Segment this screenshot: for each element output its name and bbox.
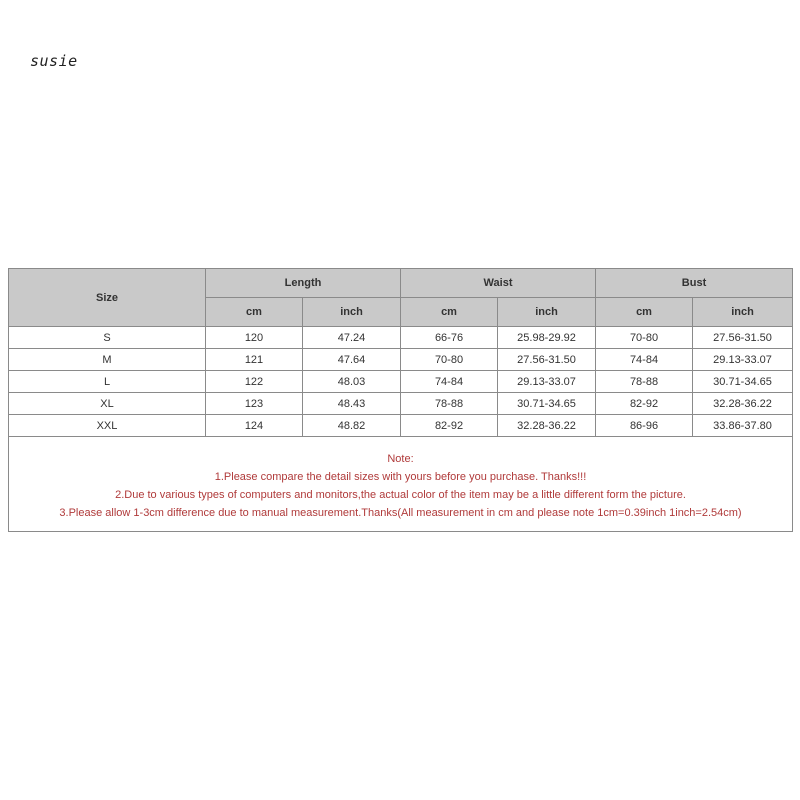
table-cell: 82-92 [596,393,693,415]
table-row [9,393,793,415]
notes-cell [9,437,793,532]
unit-header: inch [303,298,401,327]
table-cell: 32.28-36.22 [498,415,596,437]
unit-header: cm [596,298,693,327]
table-cell: 86-96 [596,415,693,437]
table-cell: 32.28-36.22 [693,393,793,415]
table-cell: 25.98-29.92 [498,327,596,349]
table-cell: 48.43 [303,393,401,415]
header-row-groups [9,269,793,298]
unit-header: cm [206,298,303,327]
table-cell: 48.82 [303,415,401,437]
table-cell: 47.64 [303,349,401,371]
size-cell: XXL [9,415,206,437]
table-cell: 122 [206,371,303,393]
table-cell: 70-80 [401,349,498,371]
table-cell: 27.56-31.50 [498,349,596,371]
note-line-3: 3.Please allow 1-3cm difference due to manual measurement.Thanks(All measurement in cm and please note 1cm=0.39inch 1inch=2.54cm) [59,507,742,519]
note-line-2: 2.Due to various types of computers and monitors,the actual color of the item may be a little different form the picture. [115,489,686,501]
size-chart-table [8,268,793,532]
table-cell: 82-92 [401,415,498,437]
table-row [9,415,793,437]
table-cell: 30.71-34.65 [693,371,793,393]
unit-header: cm [401,298,498,327]
table-cell: 66-76 [401,327,498,349]
table-row [9,327,793,349]
size-cell: M [9,349,206,371]
table-cell: 29.13-33.07 [498,371,596,393]
group-header-length: Length [206,269,401,298]
table-cell: 30.71-34.65 [498,393,596,415]
table-cell: 78-88 [401,393,498,415]
table-cell: 74-84 [596,349,693,371]
table-cell: 29.13-33.07 [693,349,793,371]
note-title: Note: [387,453,414,465]
table-cell: 47.24 [303,327,401,349]
table-row [9,371,793,393]
table-row [9,349,793,371]
table-cell: 70-80 [596,327,693,349]
table-cell: 78-88 [596,371,693,393]
table-cell: 120 [206,327,303,349]
size-cell: L [9,371,206,393]
table-cell: 33.86-37.80 [693,415,793,437]
table-cell: 48.03 [303,371,401,393]
group-header-waist: Waist [401,269,596,298]
notes-row [9,437,793,532]
table-cell: 121 [206,349,303,371]
unit-header: inch [693,298,793,327]
note-line-1: 1.Please compare the detail sizes with yours before you purchase. Thanks!!! [214,471,587,483]
size-cell: S [9,327,206,349]
table-cell: 123 [206,393,303,415]
table-cell: 27.56-31.50 [693,327,793,349]
brand-logo-text: susie [30,52,78,70]
unit-header: inch [498,298,596,327]
table-cell: 74-84 [401,371,498,393]
size-header: Size [9,269,206,327]
size-cell: XL [9,393,206,415]
group-header-bust: Bust [596,269,793,298]
table-cell: 124 [206,415,303,437]
